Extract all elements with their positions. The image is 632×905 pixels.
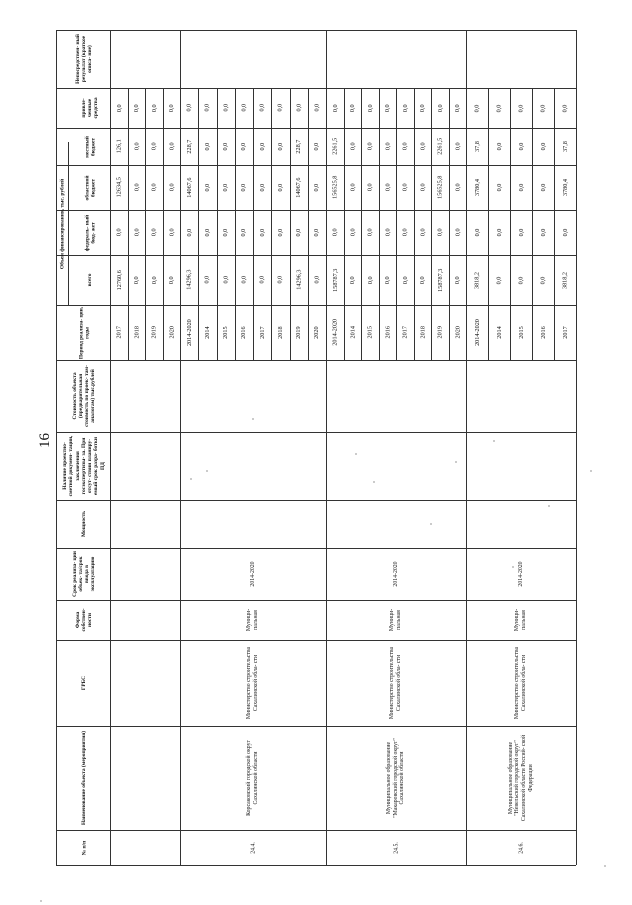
grid-line — [110, 30, 180, 31]
cell-year: 2017 — [401, 326, 409, 339]
cell-local: 0,0 — [539, 142, 547, 151]
cell-extra: 0,0 — [258, 104, 266, 112]
cell-local: 0,0 — [276, 142, 284, 151]
cell-total: 3818,2 — [473, 271, 481, 289]
header-cost: Стоимость объекта (предварительная стоимость по проек- там-аналогам) тыс.рублей — [71, 365, 97, 427]
group-period: 2014-2020 — [517, 561, 524, 587]
cell-local: 0,0 — [203, 142, 211, 151]
cell-year: 2018 — [132, 326, 140, 339]
scan-speck — [355, 453, 357, 455]
cell-federal: 0,0 — [203, 228, 211, 237]
cell-federal: 0,0 — [366, 228, 374, 237]
cell-local: 228,7 — [185, 139, 193, 154]
cell-extra: 0,0 — [222, 104, 230, 112]
header-ownership: Форма собствен- ности — [74, 608, 94, 632]
cell-extra: 0,0 — [167, 104, 175, 112]
cell-year: 2017 — [258, 326, 266, 339]
header-psd: Наличие проектно- сметной докумен- тации, заключения госэкспертизы- за. При отсут- ствии планиру- емый срок разра- ботки ПД — [62, 435, 106, 497]
cell-regional: 0,0 — [401, 183, 409, 192]
cell-year: 2015 — [366, 326, 374, 339]
grid-line — [466, 360, 576, 361]
cell-year: 2014 — [203, 326, 211, 339]
grid-line — [466, 432, 576, 433]
cell-total: 0,0 — [276, 276, 284, 284]
grid-line — [56, 865, 576, 866]
cell-year: 2019 — [436, 326, 444, 339]
cell-total: 0,0 — [132, 276, 140, 284]
scan-speck — [430, 523, 432, 525]
cell-extra: 0,0 — [436, 104, 444, 112]
cell-total: 0,0 — [366, 276, 374, 284]
cell-extra: 0,0 — [132, 104, 140, 112]
cell-regional: 0,0 — [539, 183, 547, 192]
cell-federal: 0,0 — [258, 228, 266, 237]
cell-local: 0,0 — [383, 142, 391, 151]
cell-regional: 0,0 — [150, 183, 158, 192]
cell-year: 2017 — [115, 326, 123, 339]
cell-total: 0,0 — [313, 276, 321, 284]
cell-total: 0,0 — [150, 276, 158, 284]
group-name: Муниципальное образование "Макаровский городской округ" Сахалинской области — [386, 738, 406, 818]
cell-total: 0,0 — [258, 276, 266, 284]
header-result: Непосредствен- ный результат (краткое описа- ние) — [74, 34, 94, 84]
scan-speck — [604, 865, 606, 867]
cell-regional: 0,0 — [313, 183, 321, 192]
cell-regional: 3780,4 — [473, 179, 481, 197]
group-ownership: Муници- пальная — [514, 608, 527, 632]
cell-regional: 0,0 — [203, 183, 211, 192]
cell-local: 0,0 — [495, 142, 503, 151]
cell-total: 3818,2 — [561, 271, 569, 289]
group-name: Корсаковский городской округ Сахалинской области — [246, 740, 259, 816]
grid-line — [110, 548, 180, 549]
cell-extra: 0,0 — [203, 104, 211, 112]
grid-line — [110, 726, 180, 727]
grid-line — [466, 726, 576, 727]
group-name — [125, 728, 165, 828]
grid-line — [466, 548, 576, 549]
cell-local: 0,0 — [517, 142, 525, 151]
grid-line — [326, 500, 466, 501]
cell-local: 0,0 — [313, 142, 321, 151]
grid-line — [180, 600, 326, 601]
cell-federal: 0,0 — [222, 228, 230, 237]
header-no: № п/п — [80, 840, 87, 855]
cell-regional: 0,0 — [495, 183, 503, 192]
cell-regional: 156525,8 — [331, 175, 339, 200]
cell-extra: 0,0 — [150, 104, 158, 112]
cell-local: 0,0 — [258, 142, 266, 151]
cell-federal: 0,0 — [453, 228, 461, 237]
cell-total: 158787,3 — [331, 268, 339, 292]
cell-total: 0,0 — [167, 276, 175, 284]
cell-federal: 0,0 — [348, 228, 356, 237]
group-period: 2014-2020 — [249, 561, 256, 587]
cell-extra: 0,0 — [366, 104, 374, 112]
cell-federal: 0,0 — [276, 228, 284, 237]
cell-regional: 156525,8 — [436, 175, 444, 200]
header-local: местный бюджет — [83, 135, 96, 158]
cell-local: 0,0 — [366, 142, 374, 151]
group-no: 24.5. — [392, 841, 399, 854]
group-no: 24.6. — [517, 841, 524, 854]
cell-year: 2016 — [240, 326, 248, 339]
cell-regional: 12634,5 — [115, 177, 123, 198]
cell-year: 2016 — [383, 326, 391, 339]
scan-speck — [493, 440, 495, 442]
group-ownership: Муници- пальная — [389, 608, 402, 632]
cell-extra: 0,0 — [276, 104, 284, 112]
cell-extra: 0,0 — [313, 104, 321, 112]
cell-federal: 0,0 — [473, 228, 481, 237]
cell-federal: 0,0 — [561, 228, 569, 237]
scan-speck — [190, 478, 192, 480]
cell-federal: 0,0 — [401, 228, 409, 237]
cell-extra: 0,0 — [495, 104, 503, 112]
cell-year: 2019 — [150, 326, 158, 339]
grid-line — [110, 500, 180, 501]
cell-year: 2014-2020 — [185, 319, 193, 346]
cell-federal: 0,0 — [436, 228, 444, 237]
cell-extra: 0,0 — [295, 104, 303, 112]
grid-line — [326, 432, 466, 433]
cell-local: 0,0 — [453, 142, 461, 151]
cell-total: 0,0 — [418, 276, 426, 284]
scan-speck — [512, 566, 514, 568]
cell-extra: 0,0 — [418, 104, 426, 112]
grid-line — [326, 360, 466, 361]
cell-regional: 0,0 — [453, 183, 461, 192]
cell-federal: 0,0 — [383, 228, 391, 237]
cell-extra: 0,0 — [240, 104, 248, 112]
cell-year: 2018 — [418, 326, 426, 339]
header-extrabudget: привле- ченные средства — [80, 97, 100, 119]
cell-federal: 0,0 — [132, 228, 140, 237]
cell-local: 0,0 — [150, 142, 158, 151]
cell-local: 0,0 — [240, 142, 248, 151]
cell-total: 0,0 — [453, 276, 461, 284]
cell-federal: 0,0 — [418, 228, 426, 237]
cell-regional: 0,0 — [348, 183, 356, 192]
cell-regional: 0,0 — [258, 183, 266, 192]
cell-year: 2020 — [313, 326, 321, 339]
cell-regional: 0,0 — [276, 183, 284, 192]
cell-year: 2015 — [517, 326, 525, 339]
header-years: Период реализа- ции, годы — [77, 306, 90, 359]
cell-extra: 0,0 — [383, 104, 391, 112]
group-ownership — [125, 602, 165, 638]
cell-local: 0,0 — [348, 142, 356, 151]
cell-regional: 0,0 — [240, 183, 248, 192]
cell-federal: 0,0 — [495, 228, 503, 237]
cell-total: 12760,6 — [115, 269, 123, 291]
cell-federal: 0,0 — [115, 228, 123, 237]
cell-total: 14296,3 — [185, 269, 193, 291]
group-grbs: Министерство строительства Сахалинской обла- сти — [389, 646, 402, 720]
cell-regional: 0,0 — [383, 183, 391, 192]
scan-speck — [548, 505, 550, 507]
group-no: 24.4. — [249, 841, 256, 854]
group-no — [125, 832, 165, 863]
scan-speck — [252, 418, 254, 420]
cell-regional: 3780,4 — [561, 179, 569, 197]
cell-federal: 0,0 — [517, 228, 525, 237]
header-total: всего — [86, 273, 93, 287]
grid-line — [466, 500, 576, 501]
cell-year: 2020 — [453, 326, 461, 339]
grid-line — [110, 640, 180, 641]
grid-line — [326, 726, 466, 727]
grid-line — [110, 360, 180, 361]
cell-year: 2014-2020 — [473, 319, 481, 346]
grid-line — [326, 548, 466, 549]
group-period — [125, 550, 165, 598]
cell-local: 2261,5 — [436, 138, 444, 156]
cell-extra: 0,0 — [561, 104, 569, 112]
cell-total: 0,0 — [222, 276, 230, 284]
cell-regional: 0,0 — [132, 183, 140, 192]
cell-year: 2018 — [276, 326, 284, 339]
cell-federal: 0,0 — [331, 228, 339, 237]
grid-line — [180, 548, 326, 549]
cell-extra: 0,0 — [185, 104, 193, 112]
cell-total: 14296,3 — [295, 269, 303, 291]
grid-line — [326, 600, 466, 601]
cell-federal: 0,0 — [240, 228, 248, 237]
cell-local: 0,0 — [401, 142, 409, 151]
cell-total: 0,0 — [539, 276, 547, 284]
cell-total: 0,0 — [495, 276, 503, 284]
cell-total: 0,0 — [348, 276, 356, 284]
grid-line — [466, 600, 576, 601]
grid-line — [180, 30, 326, 31]
header-period: Срок реализа- ции объек- та/срок ввода в эксплуатацию — [71, 551, 97, 597]
group-grbs: Министерство строительства Сахалинской обла- сти — [246, 646, 259, 720]
cell-regional: 14067,6 — [295, 177, 303, 198]
grid-line — [326, 830, 466, 831]
grid-line — [110, 830, 180, 831]
group-period: 2014-2020 — [392, 561, 399, 587]
cell-regional: 0,0 — [167, 183, 175, 192]
cell-local: 37,8 — [473, 141, 481, 152]
cell-federal: 0,0 — [167, 228, 175, 237]
scan-speck — [206, 470, 208, 472]
cell-federal: 0,0 — [313, 228, 321, 237]
cell-regional: 14067,6 — [185, 177, 193, 198]
grid-line — [180, 360, 326, 361]
cell-local: 0,0 — [222, 142, 230, 151]
cell-regional: 0,0 — [418, 183, 426, 192]
cell-year: 2014 — [348, 326, 356, 339]
grid-line — [110, 600, 180, 601]
grid-line — [466, 30, 576, 31]
cell-extra: 0,0 — [115, 104, 123, 112]
cell-year: 2014-2020 — [331, 319, 339, 346]
cell-local: 126,1 — [115, 139, 123, 154]
header-federal: федераль- ный бюд- жет — [83, 214, 96, 251]
page-number: 16 — [37, 433, 53, 448]
header-capacity: Мощность — [80, 511, 87, 537]
cell-federal: 0,0 — [295, 228, 303, 237]
cell-year: 2019 — [295, 326, 303, 339]
cell-federal: 0,0 — [150, 228, 158, 237]
cell-local: 0,0 — [167, 142, 175, 151]
group-grbs: Министерство строительства Сахалинской обла- сти — [514, 646, 527, 720]
grid-line — [110, 432, 180, 433]
grid-line — [466, 640, 576, 641]
group-name: Муниципальное образование "Невельский городской округ" Сахалинской области Россий- ской Федерации — [507, 734, 534, 822]
scan-speck — [590, 470, 592, 472]
cell-extra: 0,0 — [473, 104, 481, 112]
cell-extra: 0,0 — [539, 104, 547, 112]
grid-line — [576, 30, 577, 865]
cell-local: 37,8 — [561, 141, 569, 152]
cell-year: 2015 — [222, 326, 230, 339]
cell-total: 158787,3 — [436, 268, 444, 292]
cell-extra: 0,0 — [348, 104, 356, 112]
grid-line — [180, 726, 326, 727]
grid-line — [180, 830, 326, 831]
grid-line — [326, 30, 466, 31]
cell-federal: 0,0 — [185, 228, 193, 237]
cell-year: 2016 — [539, 326, 547, 339]
cell-local: 0,0 — [132, 142, 140, 151]
cell-extra: 0,0 — [453, 104, 461, 112]
scan-speck — [40, 900, 42, 902]
grid-line — [466, 830, 576, 831]
cell-local: 0,0 — [418, 142, 426, 151]
header-grbs: ГРБС — [80, 675, 87, 691]
cell-extra: 0,0 — [401, 104, 409, 112]
grid-line — [180, 432, 326, 433]
cell-local: 228,7 — [295, 139, 303, 154]
header-name: Наименование объекта (мероприятия) — [80, 730, 87, 826]
header-financing-group: Объем финансирования, тыс. рублей — [58, 178, 65, 269]
cell-regional: 0,0 — [366, 183, 374, 192]
grid-line — [180, 500, 326, 501]
grid-line — [68, 142, 69, 305]
cell-regional: 0,0 — [517, 183, 525, 192]
cell-year: 2017 — [561, 326, 569, 339]
scan-speck — [373, 481, 375, 483]
cell-federal: 0,0 — [539, 228, 547, 237]
cell-total: 0,0 — [203, 276, 211, 284]
scan-speck — [455, 461, 457, 463]
group-ownership: Муници- пальная — [246, 608, 259, 632]
grid-line — [326, 640, 466, 641]
cell-total: 0,0 — [517, 276, 525, 284]
grid-line — [180, 640, 326, 641]
cell-local: 2261,5 — [331, 138, 339, 156]
header-regional: областной бюджет — [83, 175, 96, 200]
cell-extra: 0,0 — [331, 104, 339, 112]
cell-total: 0,0 — [401, 276, 409, 284]
cell-total: 0,0 — [240, 276, 248, 284]
cell-regional: 0,0 — [222, 183, 230, 192]
cell-total: 0,0 — [383, 276, 391, 284]
cell-extra: 0,0 — [517, 104, 525, 112]
cell-year: 2014 — [495, 326, 503, 339]
cell-year: 2020 — [167, 326, 175, 339]
group-grbs — [125, 642, 165, 724]
